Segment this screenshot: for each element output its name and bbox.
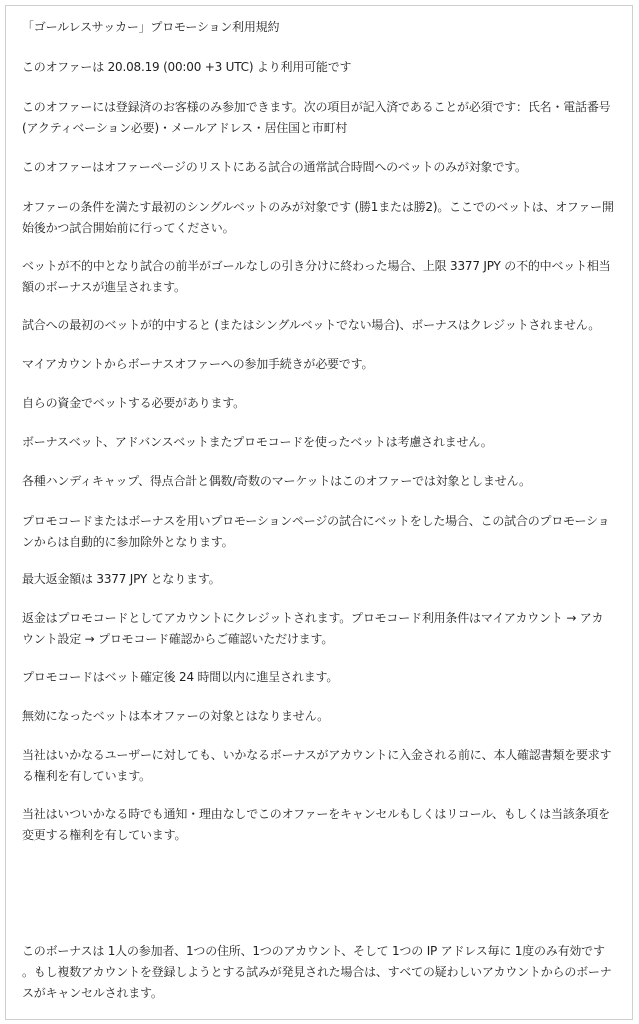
paragraph-opt-in: マイアカウントからボーナスオファーへの参加手続きが必要です。 [22,357,374,371]
paragraph-cancellation-right: 当社はいついかなる時でも通知・理由なしでこのオファーをキャンセルもしくはリコール、もしくは当該条項を変更する権利を有しています。 [22,807,610,842]
paragraph-promo-exclusion: プロモコードまたはボーナスを用いプロモーションページの試合にベットをした場合、この試合のプロモーションからは自動的に参加除外となります。 [22,514,610,549]
paragraph-first-single-bet: オファーの条件を満たす最初のシングルベットのみが対象です (勝1または勝2)。ここでのベットは、オファー開始後かつ試合開始前に行ってください。 [22,200,614,235]
paragraph-own-funds: 自らの資金でベットする必要があります。 [22,396,245,410]
paragraph-no-credit: 試合への最初のベットが的中すると (またはシングルベットでない場合)、ボーナスはクレジットされません。 [22,318,601,332]
paragraph-availability: このオファーは 20.08.19 (00:00 +3 UTC) より利用可能です [22,60,352,74]
paragraph-bonus-condition: ベットが不的中となり試合の前半がゴールなしの引き分けに終わった場合、上限 3377 JPY の不的中ベット相当額のボーナスが進呈されます。 [22,259,611,294]
paragraph-excluded-markets: 各種ハンディキャップ、得点合計と偶数/奇数のマーケットはこのオファーでは対象としません。 [22,474,531,488]
paragraph-excluded-bets: ボーナスベット、アドバンスベットまたプロモコードを使ったベットは考慮されません。 [22,435,493,449]
paragraph-identity-check: 当社はいかなるユーザーに対しても、いかなるボーナスがアカウントに入金される前に、本人確認書類を要求する権利を有しています。 [22,748,612,783]
paragraph-one-per-user: このボーナスは 1人の参加者、1つの住所、1つのアカウント、そして 1つの IP アドレス毎に 1度のみ有効です。もし複数アカウントを登録しようとする試みが発見された場合は、すべての疑わしいアカウントからのボーナスがキャンセルされます。 [22,944,612,1000]
paragraph-refund-method: 返金はプロモコードとしてアカウントにクレジットされます。プロモコード利用条件はマイアカウント → アカウント設定 → プロモコード確認からご確認いただけます。 [22,611,604,646]
paragraph-max-refund: 最大返金額は 3377 JPY となります。 [22,572,221,586]
paragraph-eligibility: このオファーには登録済のお客様のみ参加できます。次の項目が記入済であることが必須です：氏名・電話番号 (アクティベーション必要)・メールアドレス・居住国と市町村 [22,100,611,135]
paragraph-promo-timing: プロモコードはベット確定後 24 時間以内に進呈されます。 [22,670,339,684]
paragraph-regular-time: このオファーはオファーページのリストにある試合の通常試合時間へのベットのみが対象です。 [22,160,527,174]
paragraph-void-bets: 無効になったベットは本オファーの対象とはなりません。 [22,709,329,723]
document-title: 「ゴールレスサッカー」プロモーション利用規約 [22,20,280,34]
